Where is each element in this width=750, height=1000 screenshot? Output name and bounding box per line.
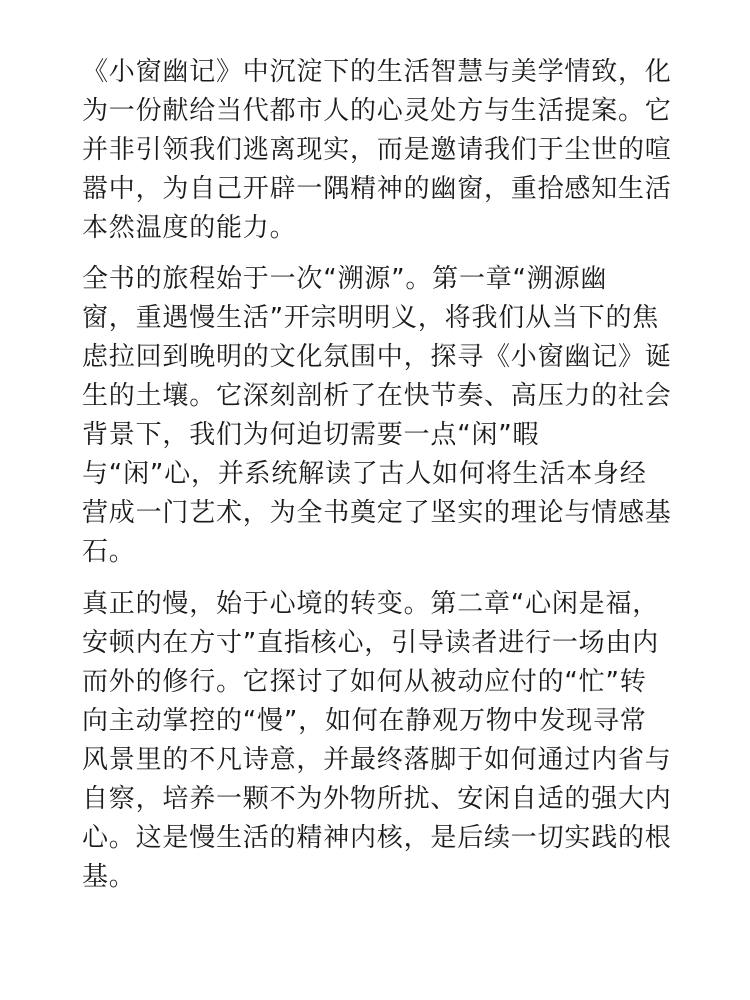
text-line: 石。: [82, 537, 136, 567]
text-line: 生的土壤。它深刻剖析了在快节奏、高压力的社会: [82, 381, 672, 411]
paragraph-chapter-one: [82, 260, 682, 572]
paragraph-intro: [82, 53, 682, 248]
text-line: 背景下，我们为何迫切需要一点“闲”暇: [82, 420, 540, 450]
text-line: 安顿内在方寸”直指核心，引导读者进行一场由内: [82, 628, 660, 658]
text-line: 基。: [82, 862, 136, 892]
text-line: 真正的慢，始于心境的转变。第二章“心闲是福，: [82, 589, 660, 619]
text-line: 风景里的不凡诗意，并最终落脚于如何通过内省与: [82, 745, 672, 775]
text-line: 窗，重遇慢生活”开宗明明义，将我们从当下的焦: [82, 303, 660, 333]
text-line: 嚣中，为自己开辟一隅精神的幽窗，重拾感知生活: [82, 174, 672, 204]
text-line: 营成一门艺术，为全书奠定了坚实的理论与情感基: [82, 498, 672, 528]
text-line: 自察，培养一颗不为外物所扰、安闲自适的强大内: [82, 784, 672, 814]
text-line: 全书的旅程始于一次“溯源”。第一章“溯源幽: [82, 264, 608, 294]
text-line: 并非引领我们逃离现实，而是邀请我们于尘世的喧: [82, 135, 672, 165]
paragraph-chapter-two: [82, 585, 682, 897]
text-line: 与“闲”心，并系统解读了古人如何将生活本身经: [82, 459, 647, 489]
text-line: 心。这是慢生活的精神内核，是后续一切实践的根: [82, 823, 672, 853]
text-line: 《小窗幽记》中沉淀下的生活智慧与美学情致，化: [82, 57, 672, 87]
text-line: 本然温度的能力。: [82, 213, 297, 243]
text-line: 而外的修行。它探讨了如何从被动应付的“忙”转: [82, 667, 647, 697]
text-line: 为一份献给当代都市人的心灵处方与生活提案。它: [82, 96, 672, 126]
text-line: 向主动掌控的“慢”，如何在静观万物中发现寻常: [82, 706, 647, 736]
text-line: 虑拉回到晚明的文化氛围中，探寻《小窗幽记》诞: [82, 342, 672, 372]
